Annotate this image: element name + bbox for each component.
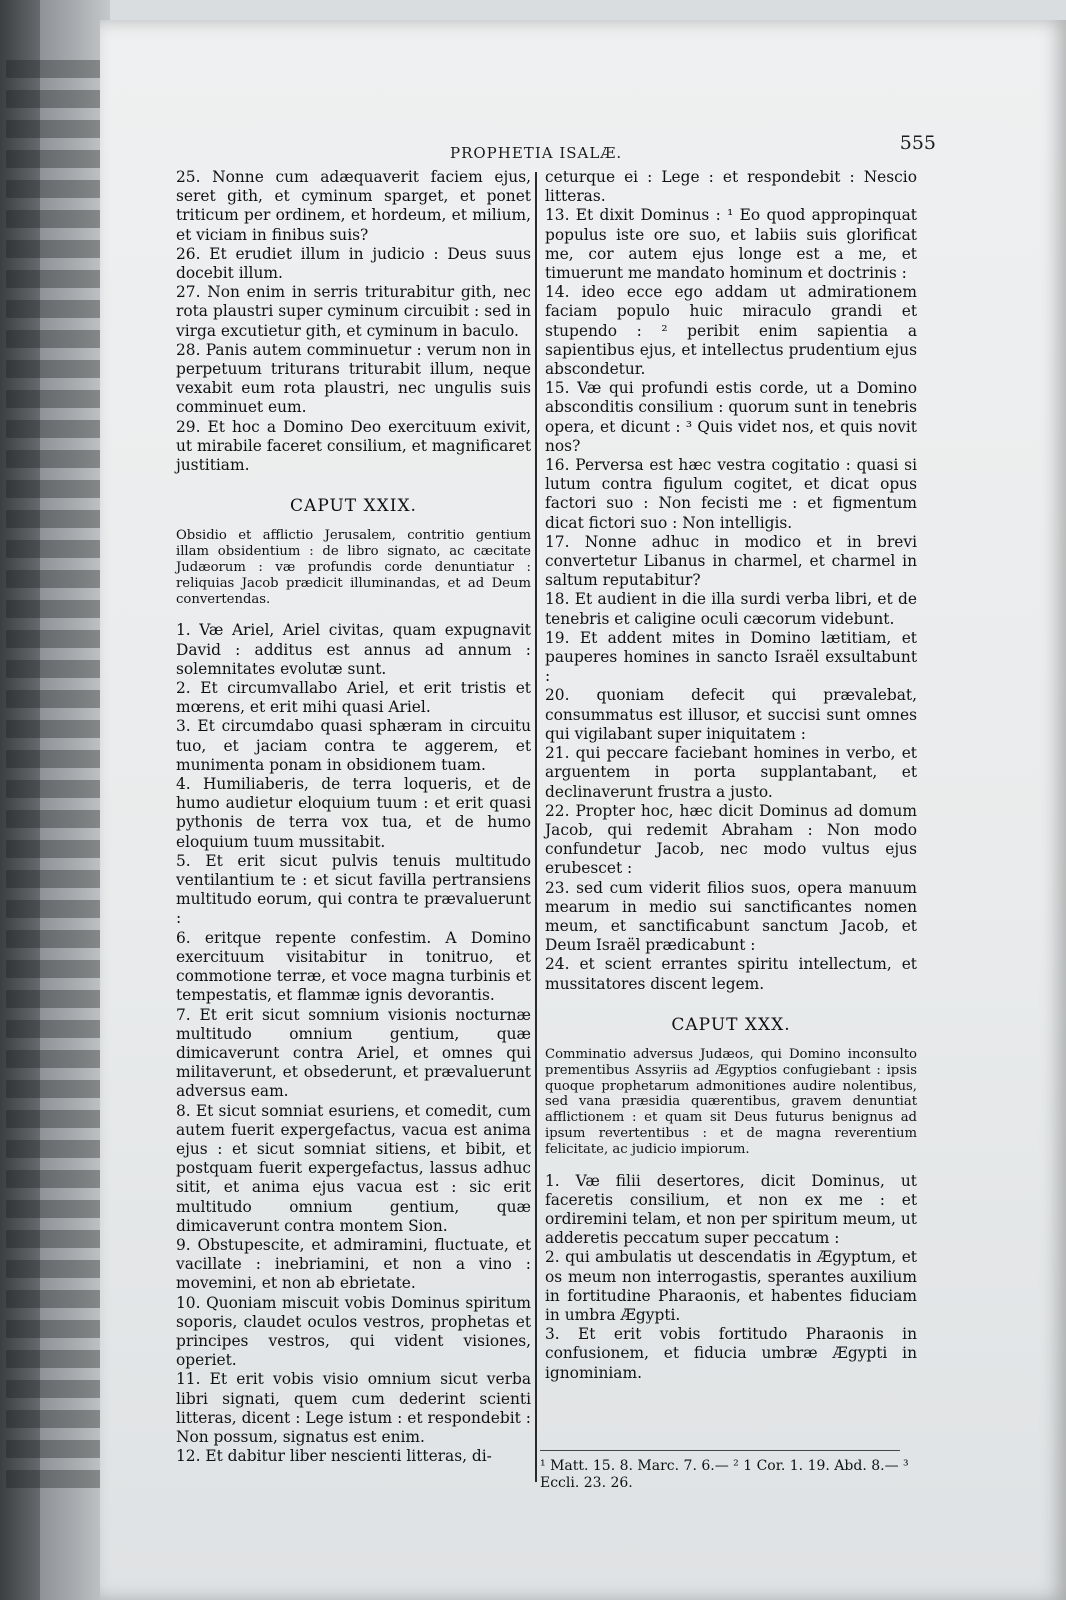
verse: 24. et scient errantes spiritu intellectum, et mussitatores discent legem. — [545, 955, 917, 993]
verse: 6. eritque repente confestim. A Domino exercituum visitabitur in tonitruo, et commotione terræ, et voce magna turbinis et tempestatis, et flammæ ignis devorantis. — [176, 928, 531, 1005]
verse: 26. Et erudiet illum in judicio : Deus suus docebit illum. — [176, 244, 531, 283]
right-column — [545, 168, 917, 1383]
footnotes: ¹ Matt. 15. 8. Marc. 7. 6.— ² 1 Cor. 1. 19. Abd. 8.— ³ Eccli. 23. 26. — [540, 1458, 909, 1491]
page-number: 555 — [899, 132, 936, 154]
chapter-heading: CAPUT XXX. — [671, 1014, 791, 1035]
verse: 27. Non enim in serris triturabitur gith, nec rota plaustri super cyminum circuibit : sed in virga excutietur gith, et cyminum in baculo. — [176, 283, 531, 340]
verse: 4. Humiliaberis, de terra loqueris, et de humo audietur eloquium tuum : et erit quasi pythonis de terra vox tua, et de humo eloquium tuum mussitabit. — [176, 775, 531, 851]
verse: 9. Obstupescite, et admiramini, fluctuate, et vacillate : inebriamini, et non a vino : movemini, et non ab ebrietate. — [176, 1235, 531, 1293]
verse: 16. Perversa est hæc vestra cogitatio : quasi si lutum contra figulum cogitet, et dicat opus factori suo : Non fecisti me : et figmentum dicat fictori suo : Non intelligis. — [545, 456, 917, 532]
verse: 12. Et dabitur liber nescienti litteras, di- — [176, 1447, 492, 1466]
verse: 1. Væ Ariel, Ariel civitas, quam expugnavit David : additus est annus ad annum : solemnitates evolutæ sunt. — [176, 621, 531, 678]
verse: 11. Et erit vobis visio omnium sicut verba libri signati, quem cum dederint scienti litteras, dicent : Lege istum : et respondebit : Non possum, signatus est enim. — [176, 1370, 531, 1446]
left-column — [176, 168, 531, 1466]
verse: 23. sed cum viderit filios suos, opera manuum mearum in medio sui sanctificantes nomen meum, et sanctificabunt sanctum Jacob, et Deum Israël prædicabunt : — [545, 878, 917, 955]
chapter-summary: Obsidio et afflictio Jerusalem, contritio gentium illam obsidentium : de libro signato, ac cæcitate Judæorum : væ profundis corde denuntiatur : reliquias Jacob prædicit illuminandas, et ad Deum convertendas. — [176, 528, 531, 607]
running-title: PROPHETIA ISALÆ. — [450, 144, 623, 162]
verse: 1. Væ filii desertores, dicit Dominus, ut faceretis consilium, et non ex me : et ordiremini telam, et non per spiritum meum, ut adderetis peccatum super peccatum : — [545, 1171, 917, 1248]
footnote-rule — [540, 1450, 900, 1451]
verse: 2. Et circumvallabo Ariel, et erit tristis et mœrens, et erit mihi quasi Ariel. — [176, 679, 531, 717]
column-divider — [535, 172, 537, 1482]
verse: 21. qui peccare faciebant homines in verbo, et arguentem in porta supplantabant, et declinaverunt frustra a justo. — [545, 744, 917, 801]
verse: 20. quoniam defecit qui prævalebat, consummatus est illusor, et succisi sunt omnes qui vigilabant super iniquitatem : — [545, 686, 917, 743]
facing-page-edge — [0, 0, 110, 1600]
verse: 25. Nonne cum adæquaverit faciem ejus, seret gith, et cyminum sparget, et ponet triticum per ordinem, et hordeum, et milium, et viciam in finibus suis? — [176, 168, 531, 244]
verse: 8. Et sicut somniat esuriens, et comedit, cum autem fuerit expergefactus, vacua est anima ejus : et sicut somniat sitiens, et bibit, et postquam fuerit expergefactus, lassus adhuc sitit, et anima ejus vacua est : sic erit multitudo omnium gentium, quæ dimicaverunt contra montem Sion. — [176, 1101, 531, 1235]
verse: 10. Quoniam miscuit vobis Dominus spiritum soporis, claudet oculos vestros, prophetas et principes vestros, qui vident visiones, operiet. — [176, 1293, 531, 1370]
verse: 28. Panis autem comminuetur : verum non in perpetuum triturans triturabit illum, neque vexabit eum rota plaustri, nec ungulis suis comminuet eum. — [176, 340, 531, 417]
verse: ceturque ei : Lege : et respondebit : Nescio litteras. — [545, 168, 917, 206]
verse: 3. Et erit vobis fortitudo Pharaonis in confusionem, et fiducia umbræ Ægypti in ignominiam. — [545, 1325, 917, 1382]
verse: 15. Væ qui profundi estis corde, ut a Domino absconditis consilium : quorum sunt in tenebris opera, et dicunt : ³ Quis videt nos, et quis novit nos? — [545, 379, 917, 455]
verse: 22. Propter hoc, hæc dicit Dominus ad domum Jacob, qui redemit Abraham : Non modo confundetur Jacob, nec modo vultus ejus erubescet : — [545, 801, 917, 878]
verse: 29. Et hoc a Domino Deo exercituum exivit, ut mirabile faceret consilium, et magnificaret justitiam. — [176, 417, 531, 475]
verse: 13. Et dixit Dominus : ¹ Eo quod appropinquat populus iste ore suo, et labiis suis glorificat me, cor autem ejus longe est a me, et timuerunt me mandato hominum et doctrinis : — [545, 206, 917, 283]
facing-page-text-blur — [6, 60, 102, 1500]
verse: 5. Et erit sicut pulvis tenuis multitudo ventilantium te : et sicut favilla pertransiens multitudo eorum, qui contra te prævaluerunt : — [176, 851, 531, 928]
chapter-summary: Comminatio adversus Judæos, qui Domino inconsulto prementibus Assyriis ad Ægyptios confugiebant : ipsis quoque prophetarum admonitiones audire nolentibus, sed vana præsidia quærentibus, gravem denuntiat afflictionem : et quam sit Deus futurus benignus ad ipsum revertentibus : et de magna reverentium felicitate, ac judicio impiorum. — [545, 1046, 917, 1157]
verse: 2. qui ambulatis ut descendatis in Ægyptum, et os meum non interrogastis, sperantes auxilium in fortitudine Pharaonis, et habentes fiduciam in umbra Ægypti. — [545, 1248, 917, 1324]
verse: 14. ideo ecce ego addam ut admirationem faciam populo huic miraculo grandi et stupendo : ² peribit enim sapientia a sapientibus ejus, et intellectus prudentium ejus abscondetur. — [545, 283, 917, 379]
page-header — [150, 126, 940, 160]
verse: 18. Et audient in die illa surdi verba libri, et de tenebris et caligine oculi cæcorum videbunt. — [545, 590, 917, 628]
verse: 7. Et erit sicut somnium visionis nocturnæ multitudo omnium gentium, quæ dimicaverunt contra Ariel, et omnes qui militaverunt, et obsederunt, et prævaluerunt adversus eam. — [176, 1005, 531, 1101]
verse: 17. Nonne adhuc in modico et in brevi convertetur Libanus in charmel, et charmel in saltum reputabitur? — [545, 532, 917, 590]
verse: 3. Et circumdabo quasi sphæram in circuitu tuo, et jaciam contra te aggerem, et munimenta ponam in obsidionem tuam. — [176, 717, 531, 774]
verse: 19. Et addent mites in Domino lætitiam, et pauperes homines in sancto Israël exsultabunt : — [545, 628, 917, 686]
chapter-heading: CAPUT XXIX. — [290, 496, 417, 517]
